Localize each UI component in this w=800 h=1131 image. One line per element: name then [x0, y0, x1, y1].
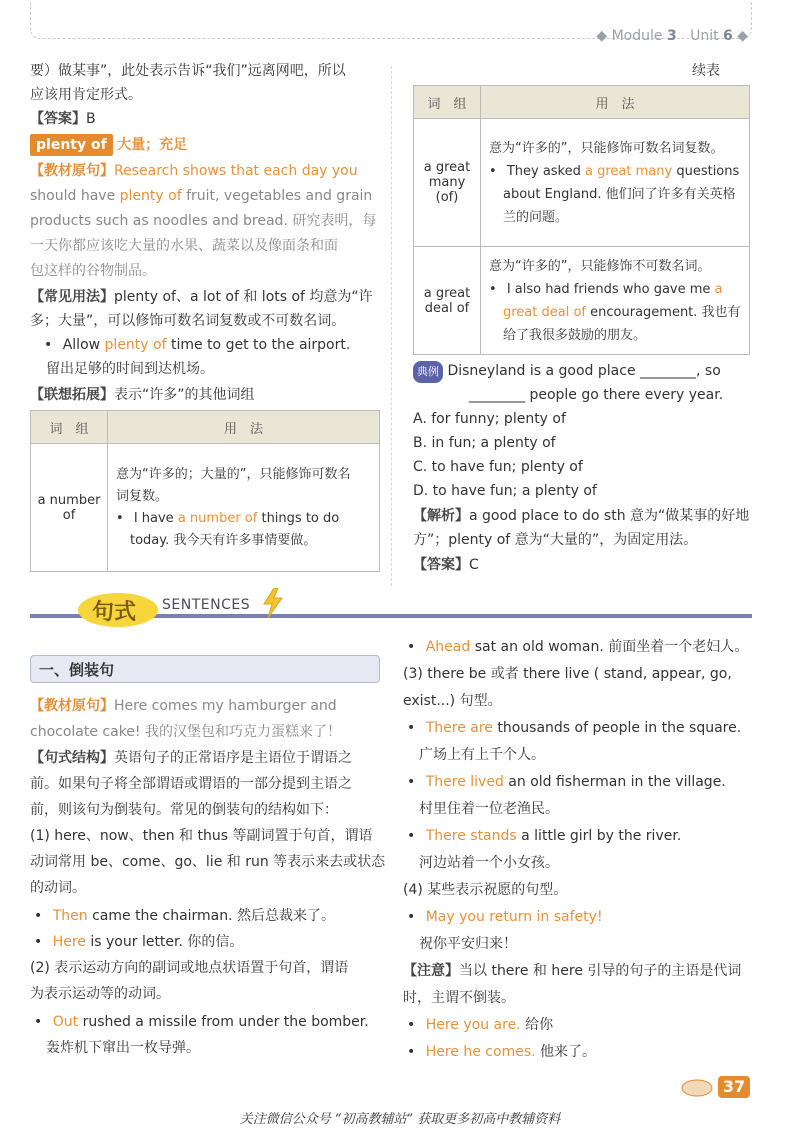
source-label: 【教材原句】: [30, 163, 114, 179]
table-row: [414, 247, 750, 355]
table-cell-usage: [481, 119, 750, 247]
text: time to get to the airport.: [170, 337, 351, 353]
option-c: C. to have fun; plenty of: [413, 459, 583, 475]
highlight: Out: [52, 1014, 79, 1030]
text-line: 多；大量”，可以修饰可数名词复数或不可数名词。: [30, 313, 346, 329]
example-line: [34, 931, 243, 953]
phrase-table: [30, 410, 380, 572]
option-a: A. for funny; plenty of: [413, 411, 566, 427]
highlight: a: [714, 281, 723, 297]
answer-value: C: [469, 557, 479, 573]
text: today. 我今天有许多事情要做。: [130, 532, 317, 548]
text-line: (2) 表示运动方向的副词或地点状语置于句首，谓语: [30, 960, 349, 976]
highlight: There are: [425, 720, 493, 736]
text-line: 的动词。: [30, 880, 86, 896]
highlight: Ahead: [425, 639, 471, 655]
unit-label: Unit: [690, 28, 719, 44]
example: [116, 508, 371, 530]
text: 意为“许多的”，只能修饰不可数名词。: [489, 258, 711, 274]
text-line: 前，则该句为倒装句。常见的倒装句的结构如下：: [30, 802, 338, 818]
text-line: 要）做某事”，此处表示告诉“我们”远离网吧，所以: [30, 63, 346, 79]
text: things to do: [261, 510, 340, 526]
struct-label: 【句式结构】: [30, 750, 114, 766]
text: 表示“许多”的其他词组: [114, 387, 255, 403]
table-row: [31, 444, 380, 572]
text: 给了我很多鼓励的朋友。: [503, 327, 647, 343]
example-line: [407, 771, 726, 793]
text-line: 为表示运动等的动词。: [30, 986, 170, 1002]
example-line: [407, 636, 748, 658]
text: an old fisherman in the village.: [508, 774, 726, 790]
text: 词复数。: [116, 488, 169, 504]
text: 他来了。: [540, 1044, 597, 1060]
table-cell-phrase: a great many (of): [414, 119, 481, 247]
question-line: [413, 360, 721, 383]
analysis-line: [413, 505, 749, 527]
highlight: a number of: [177, 510, 258, 526]
phrase-table-continued: [413, 85, 750, 355]
text: sat an old woman. 前面坐着一个老妇人。: [474, 639, 749, 655]
page-number: 37: [718, 1076, 750, 1098]
text: came the chairman. 然后总裁来了。: [92, 908, 336, 924]
example: [489, 160, 741, 183]
table-cell-phrase: a great deal of: [414, 247, 481, 355]
text: 给你: [525, 1017, 554, 1033]
text: I have: [133, 510, 174, 526]
source-label: 【教材原句】: [30, 698, 114, 714]
example-line: [34, 905, 335, 927]
text-line: chocolate cake! 我的汉堡包和巧克力蛋糕来了！: [30, 724, 341, 740]
note-label: 【注意】: [403, 963, 459, 979]
table-cell-usage: [108, 444, 380, 572]
text: 英语句子的正常语序是主语位于谓语之: [114, 750, 352, 766]
option-b: B. in fun; a plenty of: [413, 435, 556, 451]
text-line: 轰炸机下窜出一枚导弹。: [46, 1040, 200, 1056]
text-line: (3) there be 或者 there live ( stand, appear, go,: [403, 666, 732, 682]
source-sentence-line: [30, 160, 358, 182]
example-line: [34, 1011, 369, 1033]
assoc-line: [30, 384, 255, 406]
note-line: [403, 960, 741, 982]
module-number: 3: [666, 28, 677, 44]
example-line: [407, 906, 603, 928]
module-label: Module: [611, 28, 663, 44]
example-line: [407, 825, 681, 847]
analysis-label: 【解析】: [413, 508, 469, 524]
text: a little girl by the river.: [521, 828, 682, 844]
text: plenty of、a lot of 和 lots of 均意为“许: [114, 289, 373, 305]
usage-label: 【常见用法】: [30, 289, 114, 305]
example-tag: 典例: [413, 361, 443, 383]
section-subheading-text: 一、倒装句: [39, 661, 115, 679]
lightning-icon: [262, 588, 284, 618]
text-line: exist...) 句型。: [403, 693, 502, 709]
text: Allow: [62, 337, 101, 353]
text: rushed a missile from under the bomber.: [82, 1014, 369, 1030]
source-sentence-line: [30, 185, 372, 207]
table-header: 词 组: [31, 411, 108, 444]
text: 当以 there 和 here 引导的句子的主语是代词: [459, 963, 742, 979]
highlight: plenty of: [104, 337, 167, 353]
text-line: 方”；plenty of 意为“大量的”，为固定用法。: [413, 532, 698, 548]
struct-line: [30, 747, 352, 769]
highlight: great deal of: [503, 304, 586, 320]
phrase-meaning: 大量；充足: [117, 137, 188, 153]
text-line: (1) here、now、then 和 thus 等副词置于句首，谓语: [30, 828, 373, 844]
continued-label: 续表: [692, 63, 720, 79]
text: a good place to do sth 意为“做某事的好地: [469, 508, 750, 524]
highlight: May you return in safety!: [425, 909, 603, 925]
text: They asked: [506, 163, 581, 179]
text-line: 祝你平安归来！: [419, 936, 517, 952]
source-line: [30, 695, 337, 717]
text: fruit, vegetables and grain: [186, 188, 373, 204]
table-cell-phrase: a number of: [31, 444, 108, 572]
text: 意为“许多的”，只能修饰可数名词复数。: [489, 140, 724, 156]
highlight: Here: [52, 934, 86, 950]
text: Research shows that each day you: [114, 163, 358, 179]
text-line: 包这样的谷物制品。: [30, 263, 156, 279]
table-header: 用 法: [108, 411, 380, 444]
example-line: [407, 1014, 553, 1036]
text-line: 留出足够的时间到达机场。: [46, 361, 214, 377]
text-line: 一天你都应该吃大量的水果、蔬菜以及像面条和面: [30, 238, 338, 254]
text-line: (4) 某些表示祝愿的句型。: [403, 882, 568, 898]
text: is your letter. 你的信。: [90, 934, 244, 950]
text: thousands of people in the square.: [497, 720, 742, 736]
answer-line: [30, 108, 96, 130]
highlight: There stands: [425, 828, 517, 844]
unit-number: 6: [723, 28, 733, 44]
text: Disneyland is a good place ________, so: [447, 363, 721, 379]
table-header: 词 组: [414, 86, 481, 119]
text: questions: [676, 163, 740, 179]
option-d: D. to have fun; a plenty of: [413, 483, 597, 499]
text: Here comes my hamburger and: [114, 698, 337, 714]
text-line: 前。如果句子将全部谓语或谓语的一部分提到主语之: [30, 776, 352, 792]
text-line: 村里住着一位老渔民。: [419, 801, 559, 817]
highlight: There lived: [425, 774, 504, 790]
answer-value: B: [86, 111, 96, 127]
text-line: 广场上有上千个人。: [419, 747, 545, 763]
page-footer: 关注微信公众号 “初高教辅站” 获取更多初高中教辅资料: [239, 1112, 561, 1127]
phrase-line: [30, 134, 187, 156]
text-line: 应该用肯定形式。: [30, 87, 142, 103]
table-row: [414, 119, 750, 247]
example-cont: [489, 301, 741, 324]
text: I also had friends who gave me: [506, 281, 711, 297]
text: 兰的问题。: [503, 209, 569, 225]
example-line: [407, 1041, 596, 1063]
assoc-label: 【联想拓展】: [30, 387, 114, 403]
example: [489, 278, 741, 301]
text-line: 河边站着一个小女孩。: [419, 855, 559, 871]
answer-line: [413, 554, 479, 576]
text: 意为“许多的；大量的”，只能修饰可数名: [116, 466, 351, 482]
answer-label: 【答案】: [30, 111, 86, 127]
page-ornament-icon: [680, 1078, 714, 1098]
text-line: products such as noodles and bread. 研究表明，每: [30, 213, 377, 229]
highlight: Here you are.: [425, 1017, 521, 1033]
section-banner-subtitle: SENTENCES: [162, 597, 251, 613]
text-line: ________ people go there every year.: [469, 387, 724, 403]
text: about England. 他们问了许多有关英格: [503, 186, 736, 202]
text-line: 动词常用 be、come、go、lie 和 run 等表示来去或状态: [30, 854, 386, 870]
example-line: [407, 717, 741, 739]
highlight: Then: [52, 908, 88, 924]
answer-label: 【答案】: [413, 557, 469, 573]
column-divider: [391, 66, 393, 586]
text: should have: [30, 188, 116, 204]
highlight: a great many: [585, 163, 673, 179]
example-line: [44, 334, 350, 356]
highlight: Here he comes.: [425, 1044, 536, 1060]
section-banner-title: 句式: [92, 600, 137, 625]
highlight: plenty of: [119, 188, 182, 204]
text: encouragement. 我也有: [590, 304, 741, 320]
phrase-badge: plenty of: [30, 134, 113, 156]
table-cell-usage: [481, 247, 750, 355]
usage-line: [30, 286, 373, 308]
section-subheading: [30, 655, 380, 683]
table-header: 用 法: [481, 86, 750, 119]
module-unit-label: ◆ Module 3 Unit 6 ◆: [596, 28, 748, 44]
text-line: 时，主谓不倒装。: [403, 990, 515, 1006]
